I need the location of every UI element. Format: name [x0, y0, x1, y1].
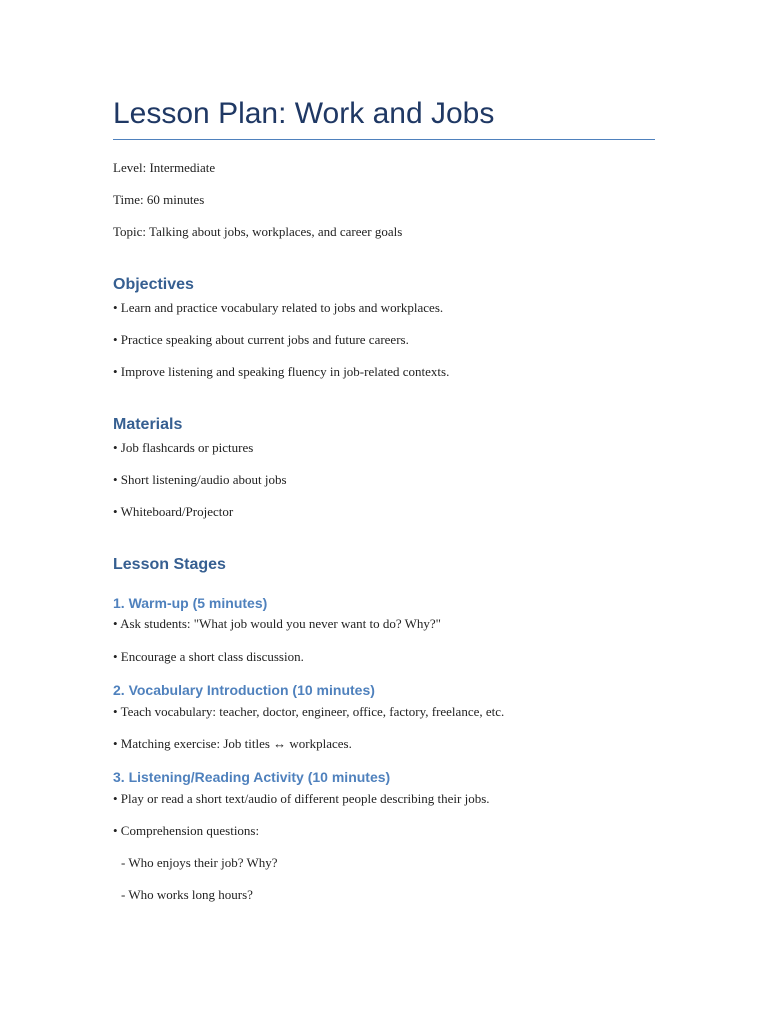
objective-item: • Learn and practice vocabulary related to jobs and workplaces. [113, 300, 444, 315]
stage-item: • Teach vocabulary: teacher, doctor, engineer, office, factory, freelance, etc. [113, 704, 505, 719]
stage-item: • Encourage a short class discussion. [113, 649, 304, 664]
objective-item: • Practice speaking about current jobs and future careers. [113, 332, 409, 347]
stage-subitem: - Who enjoys their job? Why? [121, 855, 278, 870]
stage-item: • Comprehension questions: [113, 823, 260, 838]
stage-heading-vocabulary: 2. Vocabulary Introduction (10 minutes) [113, 682, 375, 698]
stage-item: • Matching exercise: Job titles ↔ workplaces. [113, 736, 352, 751]
document-title: Lesson Plan: Work and Jobs [113, 97, 495, 130]
stage-subitem: - Who works long hours? [121, 887, 253, 902]
time-line: Time: 60 minutes [113, 192, 205, 207]
material-item: • Whiteboard/Projector [113, 504, 234, 519]
level-line: Level: Intermediate [113, 160, 216, 175]
objectives-heading: Objectives [113, 276, 194, 293]
stage-item: • Play or read a short text/audio of different people describing their jobs. [113, 791, 490, 806]
stage-item: • Ask students: "What job would you never want to do? Why?" [113, 616, 441, 631]
objective-item: • Improve listening and speaking fluency in job-related contexts. [113, 364, 450, 379]
title-underline [113, 139, 655, 140]
stage-heading-warmup: 1. Warm-up (5 minutes) [113, 595, 268, 611]
material-item: • Short listening/audio about jobs [113, 472, 287, 487]
lesson-stages-heading: Lesson Stages [113, 556, 226, 573]
topic-line: Topic: Talking about jobs, workplaces, and career goals [113, 224, 403, 239]
materials-heading: Materials [113, 416, 183, 433]
stage-heading-listening: 3. Listening/Reading Activity (10 minutes) [113, 769, 391, 785]
material-item: • Job flashcards or pictures [113, 440, 254, 455]
